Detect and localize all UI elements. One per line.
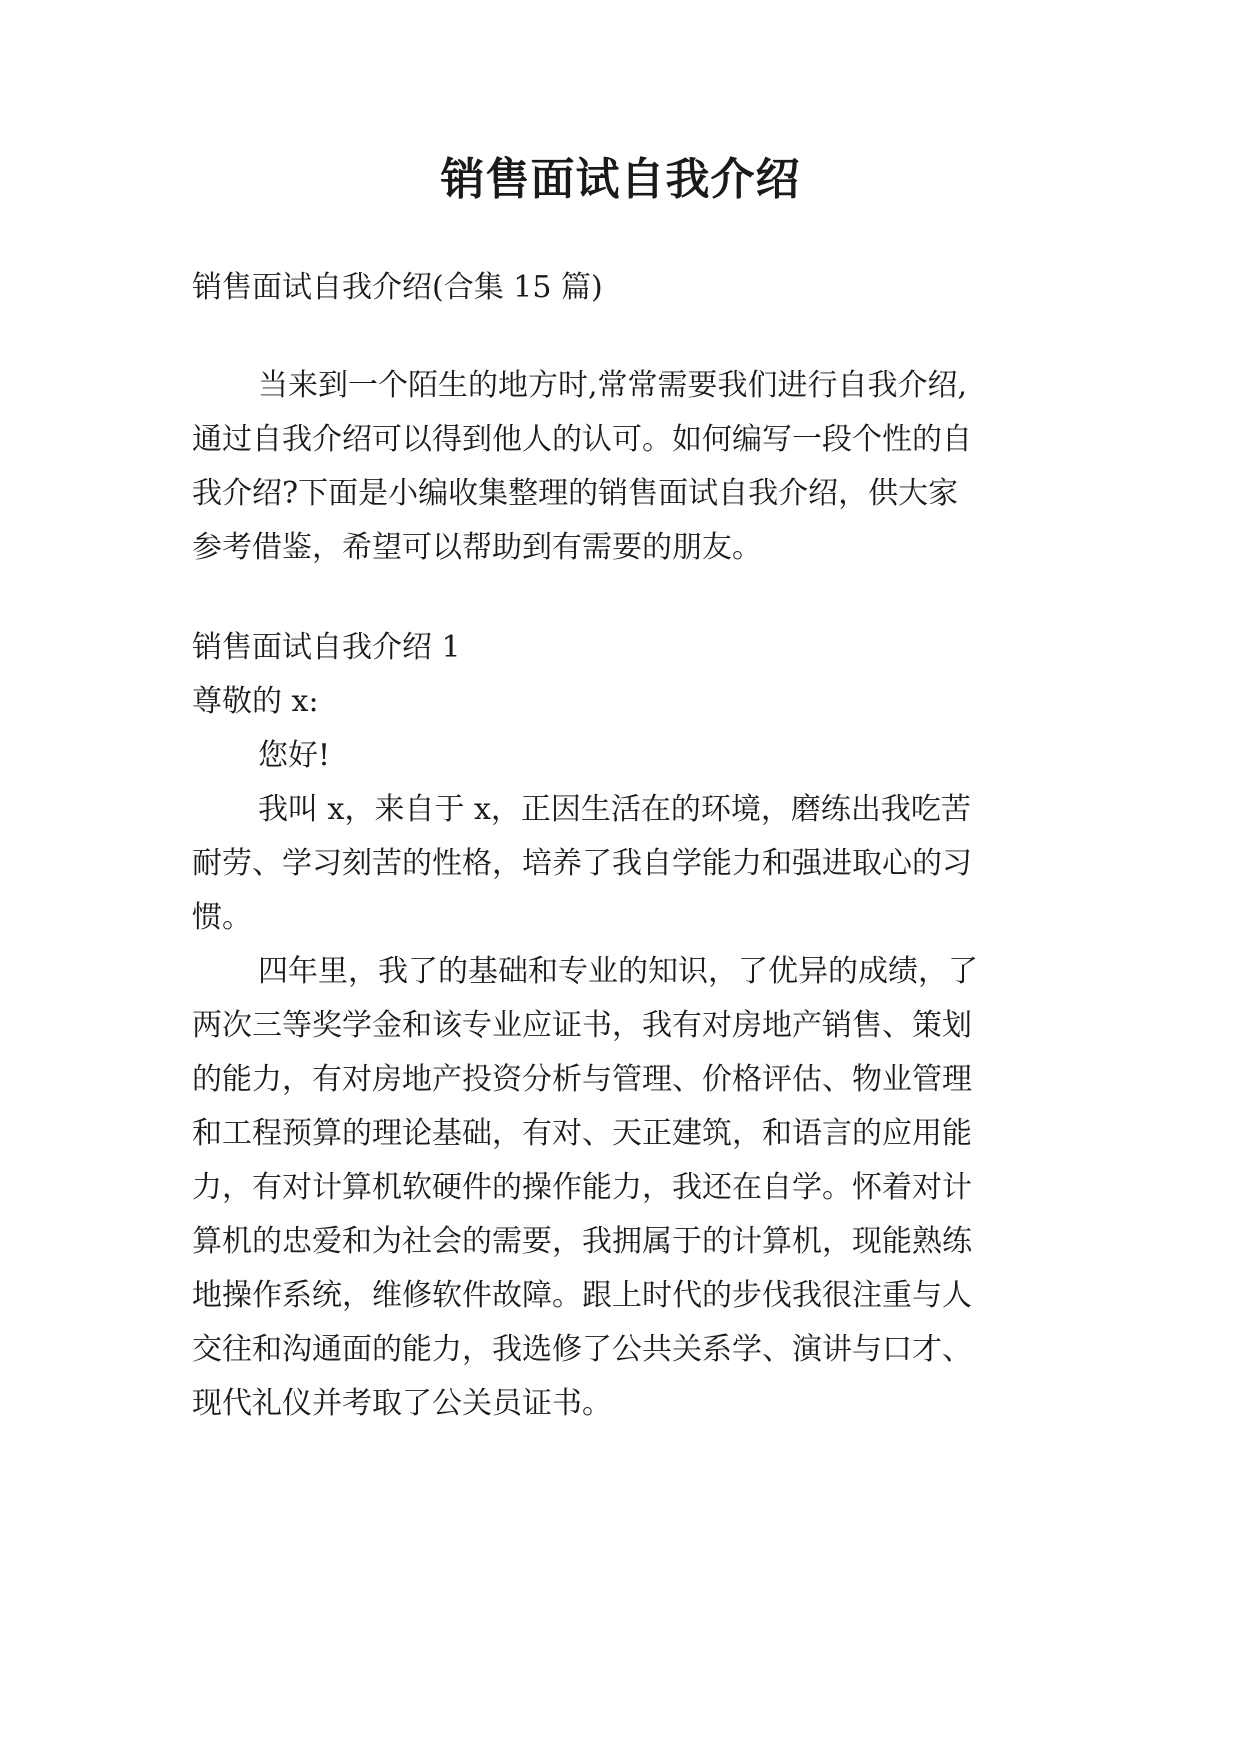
paragraph2-line-5: 力，有对计算机软硬件的操作能力，我还在自学。怀着对计 — [192, 1170, 972, 1205]
greeting: 您好! — [258, 738, 331, 773]
section-heading: 销售面试自我介绍 1 — [192, 630, 461, 665]
intro-line-4: 参考借鉴，希望可以帮助到有需要的朋友。 — [192, 530, 762, 565]
paragraph1-line-2: 耐劳、学习刻苦的性格，培养了我自学能力和强进取心的习 — [192, 846, 972, 881]
paragraph2-line-9: 现代礼仪并考取了公关员证书。 — [192, 1386, 612, 1421]
intro-line-2: 通过自我介绍可以得到他人的认可。如何编写一段个性的自 — [192, 422, 972, 457]
paragraph2-line-4: 和工程预算的理论基础，有对、天正建筑，和语言的应用能 — [192, 1116, 972, 1151]
paragraph2-line-3: 的能力，有对房地产投资分析与管理、价格评估、物业管理 — [192, 1062, 972, 1097]
paragraph2-line-7: 地操作系统，维修软件故障。跟上时代的步伐我很注重与人 — [192, 1278, 972, 1313]
paragraph1-line-1: 我叫 x，来自于 x，正因生活在的环境，磨练出我吃苦 — [258, 792, 971, 827]
document-subtitle: 销售面试自我介绍(合集 15 篇) — [192, 270, 603, 305]
paragraph2-line-6: 算机的忠爱和为社会的需要，我拥属于的计算机，现能熟练 — [192, 1224, 972, 1259]
intro-line-1: 当来到一个陌生的地方时,常常需要我们进行自我介绍, — [258, 368, 968, 403]
paragraph2-line-2: 两次三等奖学金和该专业应证书，我有对房地产销售、策划 — [192, 1008, 972, 1043]
intro-line-3: 我介绍?下面是小编收集整理的销售面试自我介绍，供大家 — [192, 476, 959, 511]
paragraph2-line-1: 四年里，我了的基础和专业的知识，了优异的成绩，了 — [258, 954, 978, 989]
paragraph2-line-8: 交往和沟通面的能力，我选修了公共关系学、演讲与口才、 — [192, 1332, 972, 1367]
paragraph1-line-3: 惯。 — [192, 900, 252, 935]
salutation: 尊敬的 x: — [192, 684, 319, 719]
document-title: 销售面试自我介绍 — [440, 154, 801, 205]
